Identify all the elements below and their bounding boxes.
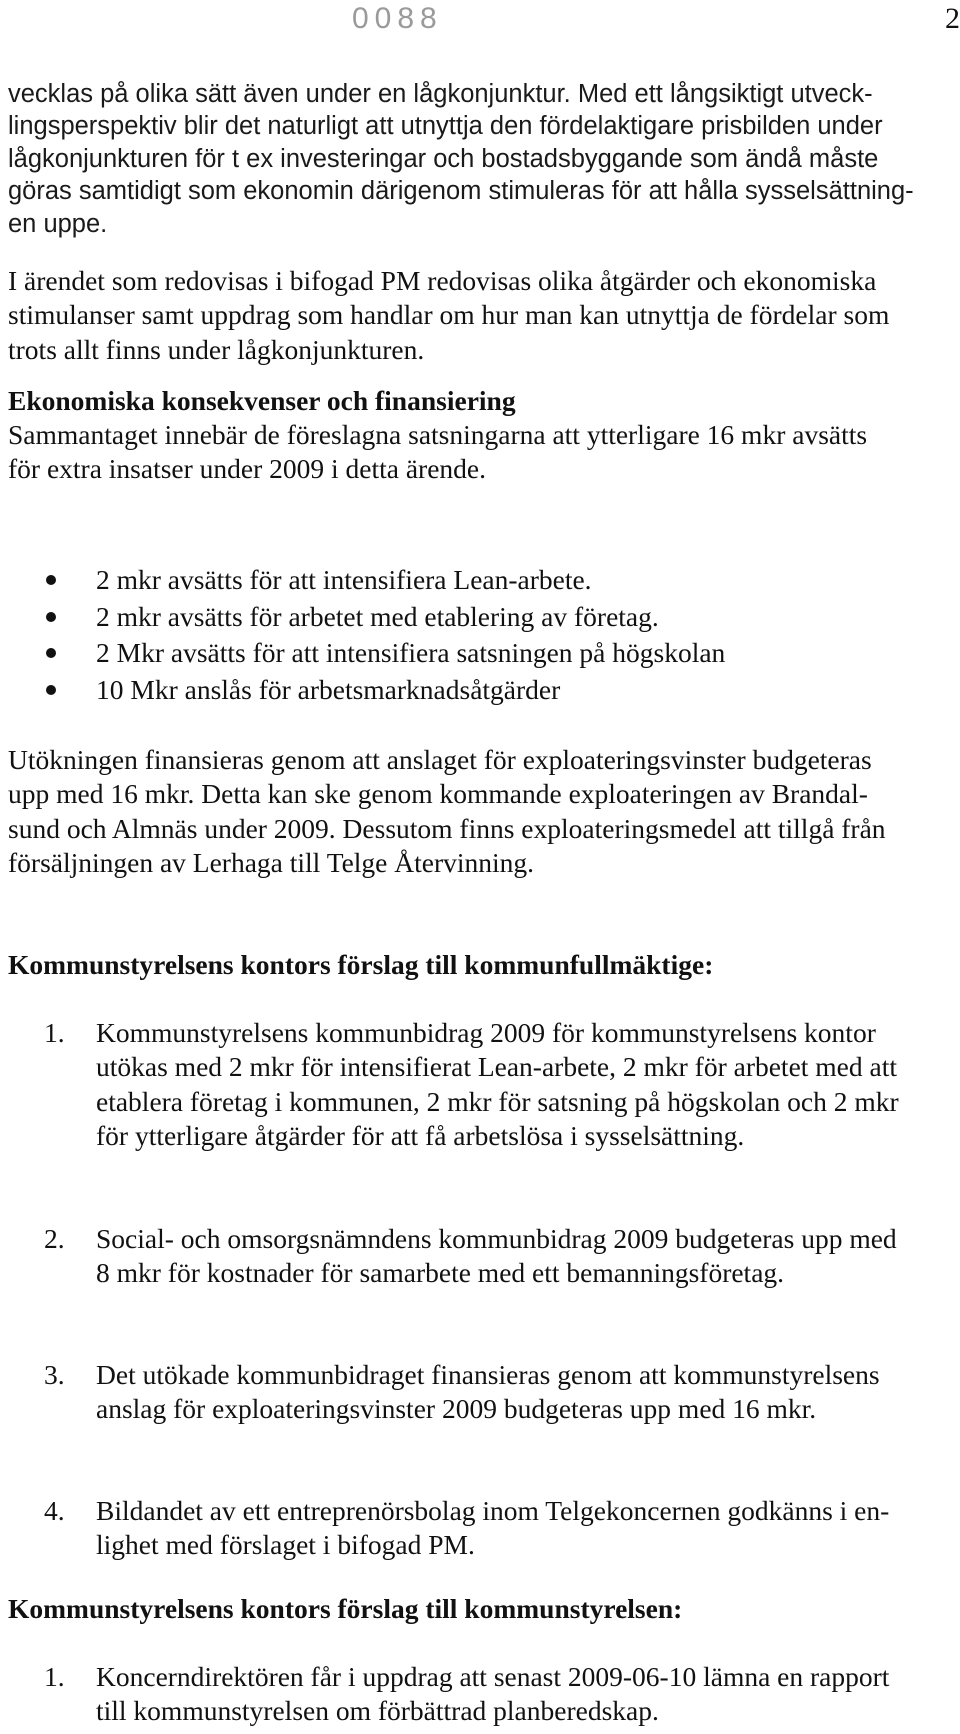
bullet-icon [46, 575, 56, 585]
text-line: lighet med förslaget i bifogad PM. [96, 1529, 475, 1561]
proposal-item [96, 1660, 956, 1729]
list-item-text: 2 mkr avsätts för arbetet med etablering av företag. [96, 600, 659, 632]
allocation-list [0, 563, 960, 710]
list-item [0, 636, 960, 673]
archive-stamp: 0088 [352, 2, 443, 35]
section-heading-proposal-ks: Kommunstyrelsens kontors förslag till kommunstyrelsen: [8, 1593, 683, 1624]
list-item [0, 563, 960, 600]
proposal-item [96, 1016, 956, 1154]
text-line: försäljningen av Lerhaga till Telge Återvinning. [8, 847, 535, 879]
text-line: etablera företag i kommunen, 2 mkr för satsning på högskolan och 2 mkr [96, 1085, 899, 1117]
text-line: sund och Almnäs under 2009. Dessutom finns exploateringsmedel att tillgå från [8, 812, 886, 844]
proposal-item [96, 1494, 956, 1563]
section-heading-proposal-kf: Kommunstyrelsens kontors förslag till kommunfullmäktige: [8, 949, 714, 980]
text-line: göras samtidigt som ekonomin därigenom stimuleras för att hålla sysselsättning- [8, 177, 914, 206]
text-line: Det utökade kommunbidraget finansieras genom att kommunstyrelsens [96, 1359, 880, 1390]
bullet-icon [46, 612, 56, 622]
text-line: Koncerndirektören får i uppdrag att senast 2009-06-10 lämna en rapport [96, 1661, 890, 1692]
econ-paragraph [8, 418, 956, 487]
text-line: trots allt finns under lågkonjunkturen. [8, 333, 425, 365]
section-heading-econ: Ekonomiska konsekvenser och finansiering [8, 385, 516, 416]
proposal-item [96, 1358, 956, 1427]
item-number: 3. [44, 1359, 65, 1390]
text-line: Utökningen finansieras genom att anslaget för exploateringsvinster budgeteras [8, 744, 872, 775]
text-line: Sammantaget innebär de föreslagna satsningarna att ytterligare 16 mkr avsätts [8, 419, 868, 450]
text-line: Kommunstyrelsens kommunbidrag 2009 för kommunstyrelsens kontor [96, 1017, 876, 1048]
item-number: 4. [44, 1495, 65, 1526]
text-line: Bildandet av ett entreprenörsbolag inom Telgekoncernen godkänns i en- [96, 1495, 890, 1526]
text-line: en uppe. [8, 209, 108, 238]
list-item-text: 2 mkr avsätts för att intensifiera Lean-arbete. [96, 564, 592, 595]
pm-paragraph [8, 264, 956, 367]
item-number: 1. [44, 1017, 65, 1048]
funding-paragraph [8, 743, 956, 881]
list-item-text: 2 Mkr avsätts för att intensifiera satsningen på högskolan [96, 637, 726, 669]
text-line: Social- och omsorgsnämndens kommunbidrag 2009 budgeteras upp med [96, 1223, 897, 1254]
bullet-icon [46, 685, 56, 695]
text-line: stimulanser samt uppdrag som handlar om hur man kan utnyttja de fördelar som [8, 299, 890, 331]
list-item-text: 10 Mkr anslås för arbetsmarknadsåtgärder [96, 674, 561, 706]
proposal-item [96, 1222, 956, 1291]
bullet-icon [46, 648, 56, 658]
text-line: för extra insatser under 2009 i detta ärende. [8, 453, 487, 485]
intro-paragraph [8, 78, 956, 240]
text-line: I ärendet som redovisas i bifogad PM redovisas olika åtgärder och ekonomiska [8, 265, 877, 296]
text-line: lågkonjunkturen för t ex investeringar och bostadsbyggande som ändå måste [8, 144, 879, 173]
text-line: för ytterligare åtgärder för att få arbetslösa i sysselsättning. [96, 1120, 745, 1152]
text-line: upp med 16 mkr. Detta kan ske genom kommande exploateringen av Brandal- [8, 778, 868, 810]
text-line: lingsperspektiv blir det naturligt att utnyttja den fördelaktigare prisbilden under [8, 112, 883, 141]
text-line: anslag för exploateringsvinster 2009 budgeteras upp med 16 mkr. [96, 1393, 817, 1425]
item-number: 2. [44, 1223, 65, 1254]
text-line: vecklas på olika sätt även under en lågkonjunktur. Med ett långsiktigt utveck- [8, 80, 873, 108]
text-line: 8 mkr för kostnader för samarbete med ett bemanningsföretag. [96, 1257, 785, 1289]
text-line: till kommunstyrelsen om förbättrad planberedskap. [96, 1695, 659, 1727]
list-item [0, 673, 960, 710]
page-number: 2 [945, 2, 960, 35]
list-item [0, 600, 960, 637]
item-number: 1. [44, 1661, 65, 1692]
text-line: utökas med 2 mkr för intensifierat Lean-arbete, 2 mkr för arbetet med att [96, 1051, 898, 1083]
